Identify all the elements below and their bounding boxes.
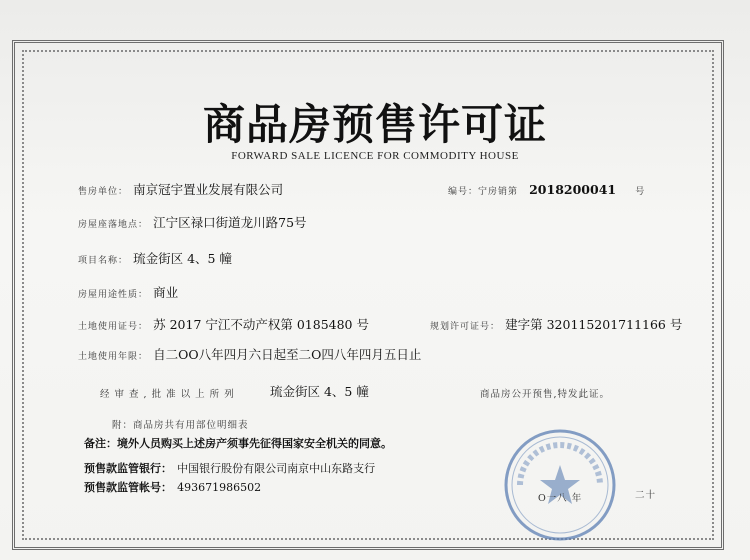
project-row — [78, 248, 232, 267]
approval-row — [100, 382, 235, 401]
official-seal-icon — [500, 425, 620, 545]
usage-row — [78, 282, 178, 301]
account-row — [84, 476, 261, 495]
date-row — [538, 486, 582, 505]
number-value: 2018200041 — [529, 182, 617, 197]
location-value: 江宁区禄口街道龙川路75号 — [153, 215, 307, 230]
plan-row — [430, 314, 682, 333]
seller-label: 售房单位： — [78, 187, 129, 197]
date-tail: 二十 — [635, 490, 657, 501]
plan-label: 规划许可证号： — [430, 322, 501, 332]
bank-value: 中国银行股份有限公司南京中山东路支行 — [177, 462, 376, 475]
approval-text: 经 审 查 , 批 准 以 上 所 列 — [100, 389, 235, 400]
number-row — [448, 179, 645, 198]
location-row — [78, 212, 307, 231]
land-term-value: 自二OO八年四月六日起至二O四八年四月五日止 — [153, 347, 422, 362]
account-value: 493671986502 — [177, 481, 262, 494]
remark-row — [84, 432, 392, 451]
usage-label: 房屋用途性质： — [78, 290, 149, 300]
plan-value: 建字第 320115201711166 号 — [505, 317, 683, 332]
date-text: O一八 年 — [538, 493, 583, 504]
certificate-subtitle: FORWARD SALE LICENCE FOR COMMODITY HOUSE — [231, 150, 519, 162]
account-label: 预售款监管帐号： — [84, 481, 172, 494]
date-tail-row — [635, 483, 656, 502]
approval-project-row — [270, 381, 369, 400]
seller-row — [78, 179, 283, 198]
project-value: 琉金街区 4、5 幢 — [133, 251, 232, 266]
usage-value: 商业 — [153, 285, 179, 300]
attach-row — [112, 413, 249, 432]
approval-tail-row — [480, 382, 610, 401]
land-cert-label: 土地使用证号： — [78, 322, 149, 332]
approval-tail: 商品房公开预售,特发此证。 — [480, 389, 611, 400]
bank-row — [84, 457, 375, 476]
number-suffix: 号 — [635, 187, 646, 197]
land-cert-value: 苏 2017 宁江不动产权第 0185480 号 — [153, 317, 369, 332]
attach-note: 附：商品房共有用部位明细表 — [112, 420, 249, 431]
number-label: 编号：宁房销第 — [448, 187, 519, 197]
land-cert-row — [78, 314, 369, 333]
bank-label: 预售款监管银行： — [84, 462, 172, 475]
land-term-label: 土地使用年限： — [78, 352, 149, 362]
seller-value: 南京冠宇置业发展有限公司 — [133, 182, 284, 197]
project-label: 项目名称： — [78, 256, 129, 266]
location-label: 房屋座落地点： — [78, 220, 149, 230]
remark-text: 备注：境外人员购买上述房产须事先征得国家安全机关的同意。 — [84, 437, 392, 450]
certificate-title: 商品房预售许可证 — [202, 100, 547, 149]
approval-project: 琉金街区 4、5 幢 — [270, 384, 369, 399]
land-term-row — [78, 344, 421, 363]
